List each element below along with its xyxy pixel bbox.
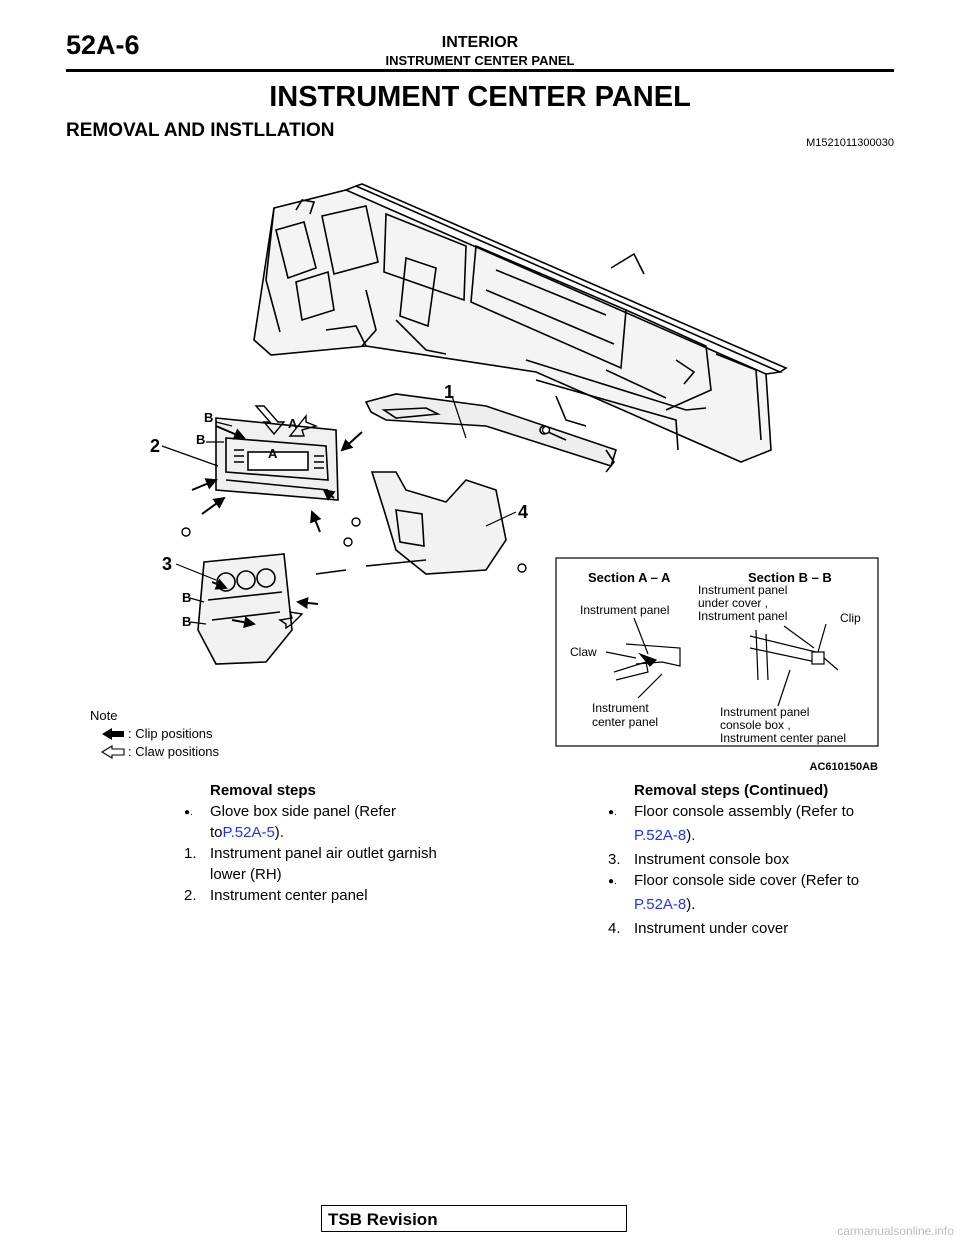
label-console-3: Instrument center panel xyxy=(720,731,847,745)
label-under-cover-3: Instrument panel xyxy=(698,609,788,623)
label-b-1: B xyxy=(204,410,214,425)
label-b-4: B xyxy=(182,614,192,629)
section-b-title: Section B – B xyxy=(748,570,832,585)
removal-steps-heading: Removal steps xyxy=(210,782,316,799)
step-text: lower (RH) xyxy=(210,866,282,883)
label-claw: Claw xyxy=(570,645,597,659)
list-item xyxy=(184,843,474,885)
label-center-panel: center panel xyxy=(592,715,659,729)
label-b-2: B xyxy=(196,432,206,447)
section-a-title: Section A – A xyxy=(588,570,671,585)
label-console-1: Instrument panel xyxy=(720,705,810,719)
bullet-marker: ●. xyxy=(184,807,193,818)
step-text-suffix: ). xyxy=(274,824,284,841)
reference-link[interactable]: P.52A-8 xyxy=(634,896,687,913)
label-instrument-panel: Instrument panel xyxy=(580,603,670,617)
air-outlet-garnish-drawing xyxy=(366,394,616,472)
step-number: 1. xyxy=(184,845,197,862)
label-b-3: B xyxy=(182,590,192,605)
list-item xyxy=(608,918,898,939)
step-number: 2. xyxy=(184,887,197,904)
claw-legend-icon xyxy=(102,746,124,758)
step-text: Glove box side panel (Refer xyxy=(210,803,396,820)
step-text: Floor console assembly (Refer to xyxy=(634,803,855,820)
step-text-prefix: to xyxy=(210,824,223,841)
bullet-marker: ●. xyxy=(608,876,617,887)
procedure-title: REMOVAL AND INSTLLATION xyxy=(66,120,335,141)
instrument-panel-diagram xyxy=(66,150,894,778)
clip-positions-label: : Clip positions xyxy=(128,726,213,741)
removal-steps-right xyxy=(608,780,898,939)
label-a-2: A xyxy=(268,446,278,461)
step-number: 3. xyxy=(608,851,621,868)
step-text: Instrument panel air outlet garnish xyxy=(210,845,437,862)
page-code: 52A-6 xyxy=(66,30,140,60)
step-text-suffix: ). xyxy=(686,827,696,844)
callout-3: 3 xyxy=(162,554,173,574)
list-item xyxy=(608,870,898,915)
subsection-title: INSTRUMENT CENTER PANEL xyxy=(385,53,575,68)
under-cover-drawing xyxy=(316,472,506,574)
page-title: INSTRUMENT CENTER PANEL xyxy=(269,81,691,113)
label-instrument: Instrument xyxy=(592,701,649,715)
removal-steps-left xyxy=(184,780,474,906)
console-box-drawing xyxy=(198,554,292,664)
watermark: carmanualsonline.info xyxy=(837,1224,954,1238)
list-item xyxy=(608,849,898,870)
section-title: INTERIOR xyxy=(441,34,519,51)
step-text: Instrument center panel xyxy=(210,887,368,904)
removal-steps-continued-heading: Removal steps (Continued) xyxy=(634,782,829,799)
label-clip: Clip xyxy=(840,611,861,625)
reference-link[interactable]: P.52A-8 xyxy=(634,827,687,844)
header-rule xyxy=(66,69,894,72)
callout-4: 4 xyxy=(518,502,529,522)
note-label: Note xyxy=(90,708,118,723)
tsb-revision-box: TSB Revision xyxy=(321,1205,627,1232)
step-text: Floor console side cover (Refer to xyxy=(634,872,860,889)
bullet-marker: ●. xyxy=(608,807,617,818)
label-under-cover-1: Instrument panel xyxy=(698,583,788,597)
list-item xyxy=(608,801,898,846)
label-under-cover-2: under cover , xyxy=(698,596,769,610)
step-text-suffix: ). xyxy=(686,896,696,913)
step-text: Instrument under cover xyxy=(634,920,789,937)
step-text: Instrument console box xyxy=(634,851,790,868)
step-number: 4. xyxy=(608,920,621,937)
clip-legend-icon xyxy=(102,728,124,740)
list-item xyxy=(184,885,474,906)
list-item xyxy=(184,801,474,843)
callout-2: 2 xyxy=(150,436,161,456)
callout-1: 1 xyxy=(444,382,455,402)
claw-positions-label: : Claw positions xyxy=(128,744,220,759)
reference-link[interactable]: P.52A-5 xyxy=(222,824,275,841)
label-console-2: console box , xyxy=(720,718,791,732)
figure-id: AC610150AB xyxy=(809,761,878,773)
label-a-1: A xyxy=(288,416,298,431)
document-id: M1521011300030 xyxy=(806,137,894,149)
